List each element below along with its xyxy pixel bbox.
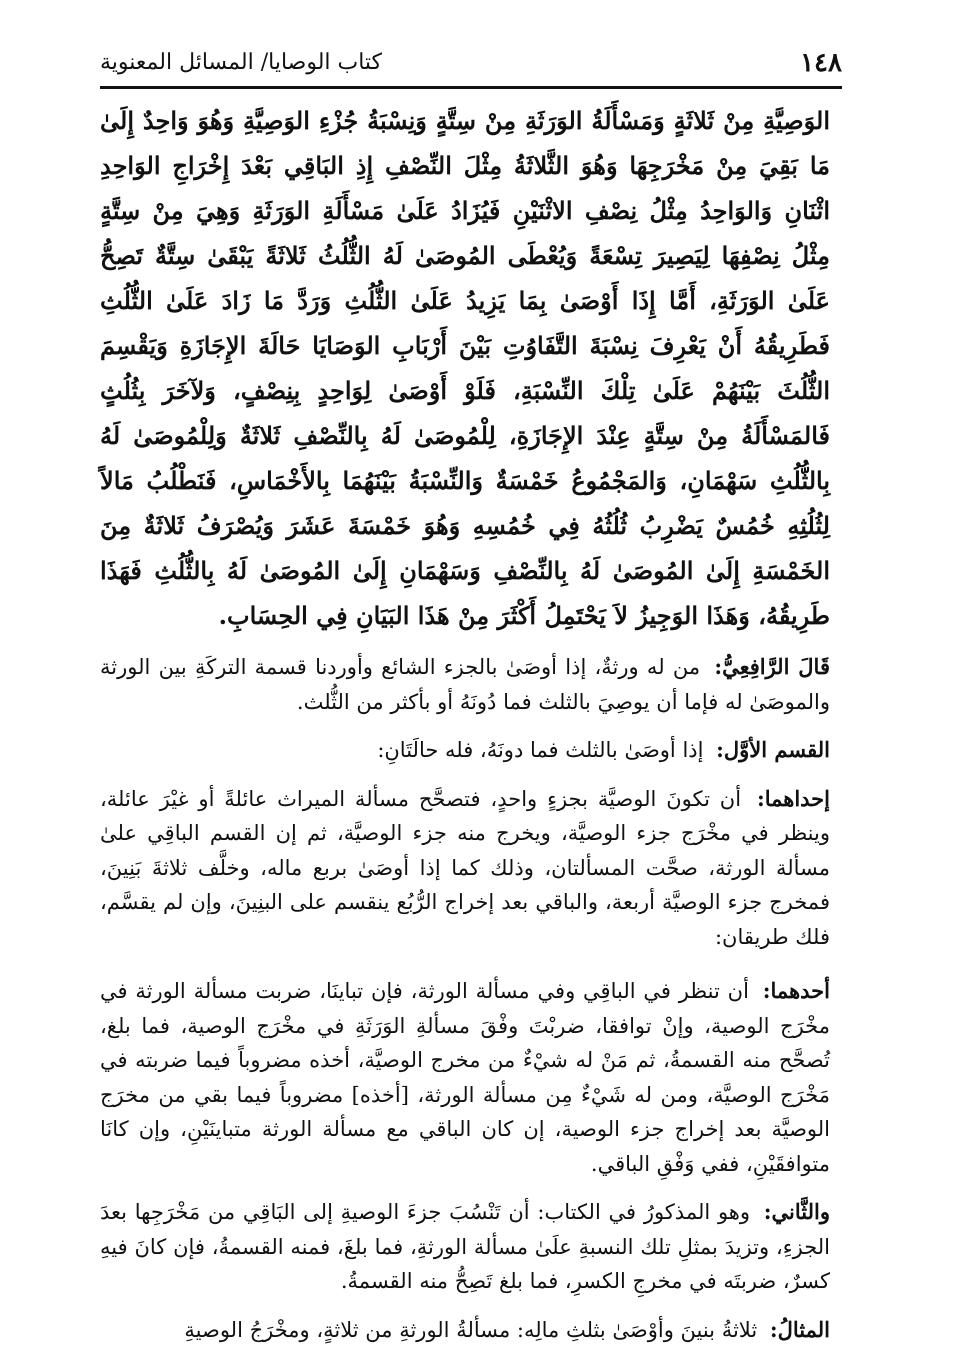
paragraph-example bbox=[100, 1313, 830, 1348]
paragraph-lead: والثَّاني: bbox=[763, 1199, 830, 1224]
header-rule bbox=[100, 86, 842, 89]
paragraph-case-one bbox=[100, 782, 830, 955]
paragraph-text: ثلاثةُ بنينَ وأوْصَىٰ بثلثِ مالِه: مسألةُ الورثةِ من ثلاثةٍ، ومخْرَجُ الوصيةِ bbox=[184, 1317, 758, 1342]
paragraph-text: إذا أوصَىٰ بالثلث فما دونَهُ، فله حالَتَانِ: bbox=[377, 738, 704, 762]
paragraph-first-section bbox=[100, 733, 830, 768]
page-header bbox=[100, 36, 842, 84]
paragraph-method-two bbox=[100, 1195, 830, 1299]
running-title: كتاب الوصايا/ المسائل المعنوية bbox=[100, 50, 383, 75]
page-body bbox=[100, 98, 830, 1361]
paragraph-lead: إحداهما: bbox=[756, 785, 830, 811]
paragraph-text: وهو المذكورُ في الكتاب: أن تَنْسُبَ جزءَ الوصيةِ إلى البَاقِي من مَخْرَجِها بعدَ الجزءِ، وتزيدَ بمثلِ تلك النسبةِ علَىٰ مسألة الورثةِ، فما بلغَ، فمنه القسمةُ، فإن كانَ فيهِ كسرٌ، ضربتَه في مخرجِ الكسرِ، فما بلغ تَصِحُّ منه القسمةُ. bbox=[100, 1200, 830, 1293]
paragraph-lead: القسم الأوَّل: bbox=[716, 737, 830, 762]
page-number: ١٤٨ bbox=[800, 48, 842, 78]
paragraph-method-one bbox=[100, 974, 830, 1181]
paragraph-lead: المثالُ: bbox=[769, 1316, 830, 1342]
paragraph-lead: أحدهما: bbox=[762, 978, 830, 1003]
paragraph-text: من له ورثةٌ، إذا أوصَىٰ بالجزء الشائع وأوردنا قسمة التركَةِ بين الورثة والموصَىٰ له فإما أن يوصِيَ بالثلث فما دُونَهُ أو بأكثر من الثُّلث. bbox=[100, 655, 830, 714]
paragraph-text: أن تكونَ الوصيَّة بجزءٍ واحدٍ، فتصحَّح مسألة الميراث عائلةً أو غيْرَ عائلة، وينظر في مخْرَج جزء الوصيَّة، ويخرج منه جزء الوصيَّة، ثم إن القسم الباقِي علىٰ مسألة الورثة، صحَّت المسألتان، وذلك كما إذا أوصَىٰ بربع ماله، وخلَّف ثلاثةَ بَنِينَ، فمخرج جزء الوصيَّة أربعة، والباقي بعد إخراج الرُّبُع ينقسم على البنِينَ، وإن لم يقسَّم، فلك طريقان: bbox=[100, 786, 830, 949]
commentary-paragraph: الوَصِيَّةِ مِنْ ثَلاثَةٍ وَمَسْأَلَةُ الوَرَثَةِ مِنْ سِتَّةٍ وَنِسْبَةُ جُزْءِ الوَصِيَّةِ وَهُوَ وَاحِدٌ إِلَىٰ مَا بَقِيَ مِنْ مَخْرَجِهَا وَهُوَ الثَّلاثَةُ مِثْلَ النِّصْفِ إِذِ البَاقِي بَعْدَ إِخْرَاجِ الوَاحِدِ اثْنَانِ وَالوَاحِدُ مِثْلُ نِصْفِ الاثْنَيْنِ فَيُزَادُ عَلَىٰ مَسْأَلَةِ الوَرَثَةِ وَهِيَ مِنْ سِتَّةٍ مِثْلُ نِصْفِهَا لِيَصِيرَ تِسْعَةً وَيُعْطَى المُوصَىٰ لَهُ الثُّلُثُ ثَلاثَةً يَبْقَىٰ سِتَّةٌ تَصِحُّ عَلَىٰ الوَرَثَةِ، أَمَّا إِذَا أَوْصَىٰ بِمَا يَزِيدُ عَلَىٰ الثُّلُثِ وَرَدَّ مَا زَادَ عَلَىٰ الثُّلُثِ فَطَرِيقُهُ أَنْ يَعْرِفَ نِسْبَةَ التَّفَاوُتِ بَيْنَ أَرْبَابِ الوَصَايَا حَالَةَ الإِجَازَةِ وَيَقْسِمَ الثُّلُثَ بَيْنَهُمْ عَلَىٰ تِلْكَ النِّسْبَةِ، فَلَوْ أَوْصَىٰ لِوَاحِدٍ بِنِصْفٍ، وَلآخَرَ بِثُلُثٍ فَالمَسْأَلَةُ مِنْ سِتَّةٍ عِنْدَ الإِجَازَةِ، لِلْمُوصَىٰ لَهُ بِالنِّصْفِ ثَلاثَةٌ وَلِلْمُوصَىٰ لَهُ بِالثُّلُثِ سَهْمَانِ، وَالمَجْمُوعُ خَمْسَةٌ وَالنِّسْبَةُ بَيْنَهُمَا بِالأَخْمَاسِ، فَنَطْلُبُ مَالاً لِثُلُثِهِ خُمُسٌ يَضْرِبُ ثُلُثُهُ فِي خُمُسِهِ وَهُوَ خَمْسَةَ عَشَرَ وَيُصْرَفُ ثَلاثَةٌ مِنَ الخَمْسَةِ إِلَىٰ المُوصَىٰ لَهُ بِالنِّصْفِ وَسَهْمَانِ إِلَىٰ المُوصَىٰ لَهُ بِالثُّلُثِ فَهَذَا طَرِيقُهُ، وَهَذَا الوَجِيزُ لاَ يَحْتَمِلُ أَكْثَرَ مِنْ هَذَا البَيَانِ فِي الحِسَابِ. bbox=[100, 106, 830, 630]
paragraph-lead: قَالَ الرَّافِعِيُّ: bbox=[714, 654, 830, 679]
paragraph-text: أن تنظر في الباقِي وفي مسألة الورثة، فإن تباينَا، ضربت مسألة الورثة في مخْرَج الوصية، وإنْ توافقا، ضربْتَ وفْقَ مسألةِ الوَرَثَةِ في مخْرَج الوصية، فما بلغ، تُصحَّح منه القسمةُ، ثم مَنْ له شيْءٌ من مخرج الوصيَّة، أخذه مضروباً فيما ضربته في مَخْرَج الوصيَّة، ومن له شَيْءٌ مِن مسألة الورثة، [أخذه] مضروباً فيما بقي من مخرَج الوصيَّة بعد إخراج جزء الوصية، إن كان الباقي مع مسألة الورثة متباينَيْنِ، وإن كانَا متوافقَيْنِ، ففي وَفْقِ الباقي. bbox=[100, 979, 830, 1176]
paragraph-rafii bbox=[100, 650, 830, 719]
